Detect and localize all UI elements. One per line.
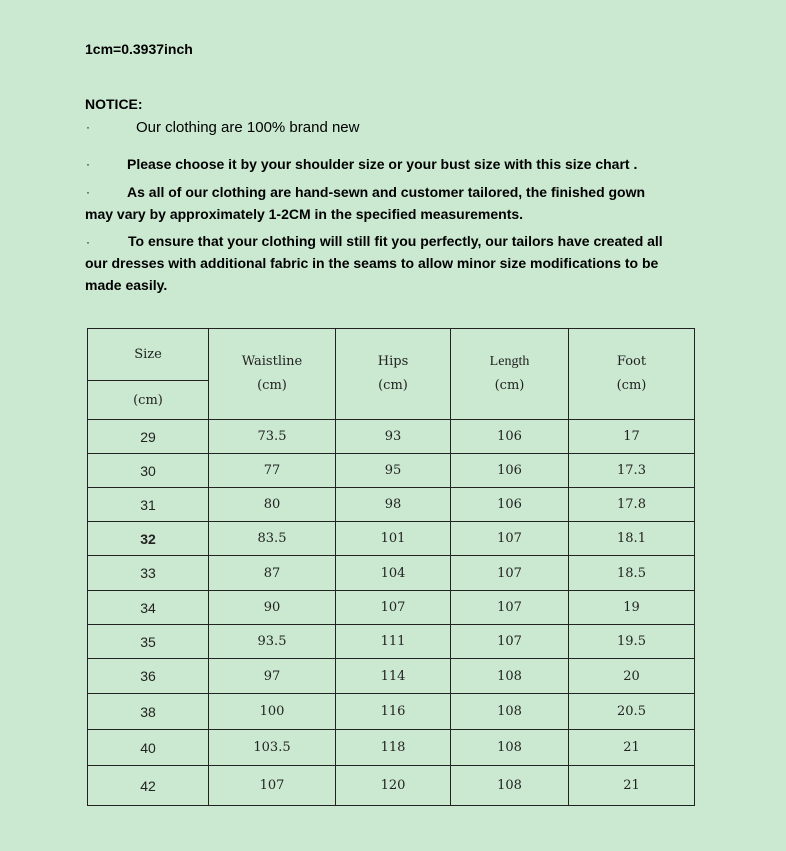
table-cell: 111 [336,625,451,659]
table-cell: 106 [451,454,569,488]
table-cell: 120 [336,766,451,806]
table-cell: 107 [336,591,451,625]
table-cell: 90 [209,591,336,625]
table-cell: 38 [88,694,209,730]
table-cell: 21 [569,766,695,806]
bullet-4: · [86,235,90,249]
table-row [88,420,695,454]
table-cell: 83.5 [209,522,336,556]
table-cell: 93.5 [209,625,336,659]
table-cell: 97 [209,659,336,694]
table-cell: 108 [451,730,569,766]
table-cell: 87 [209,556,336,591]
header-foot: Foot (cm) [569,329,695,420]
table-cell: 77 [209,454,336,488]
table-cell: 108 [451,659,569,694]
table-cell: 73.5 [209,420,336,454]
table-cell: 108 [451,694,569,730]
table-cell: 107 [451,625,569,659]
table-cell: 106 [451,420,569,454]
table-cell: 80 [209,488,336,522]
table-cell: 42 [88,766,209,806]
table-row [88,730,695,766]
table-cell: 95 [336,454,451,488]
table-row [88,766,695,806]
table-cell: 18.1 [569,522,695,556]
notice-line-4c: made easily. [85,277,168,293]
bullet-3: · [86,185,90,199]
table-cell: 116 [336,694,451,730]
table-cell: 17 [569,420,695,454]
table-cell: 100 [209,694,336,730]
table-cell: 93 [336,420,451,454]
table-row [88,556,695,591]
table-row [88,625,695,659]
table-cell: 18.5 [569,556,695,591]
table-cell: 20.5 [569,694,695,730]
notice-line-3a: As all of our clothing are hand-sewn and customer tailored, the finished gown [127,184,646,200]
notice-line-4b: our dresses with additional fabric in the seams to allow minor size modifications to be [85,255,659,271]
table-row [88,522,695,556]
table-cell: 31 [88,488,209,522]
conversion-note: 1cm=0.3937inch [85,41,193,57]
header-size-label: Size [88,329,209,381]
table-row [88,488,695,522]
notice-line-4a: To ensure that your clothing will still fit you perfectly, our tailors have created all [128,233,663,249]
table-cell: 107 [451,556,569,591]
table-cell: 21 [569,730,695,766]
notice-line-2: Please choose it by your shoulder size or your bust size with this size chart . [127,156,638,172]
notice-line-3b: may vary by approximately 1-2CM in the specified measurements. [85,206,524,222]
table-row [88,454,695,488]
table-cell: 30 [88,454,209,488]
table-cell: 29 [88,420,209,454]
table-cell: 35 [88,625,209,659]
table-cell: 20 [569,659,695,694]
notice-title: NOTICE: [85,96,143,112]
table-cell: 106 [451,488,569,522]
table-cell: 32 [88,522,209,556]
table-cell: 40 [88,730,209,766]
header-length: Length (cm) [451,329,569,420]
table-row [88,591,695,625]
table-cell: 107 [209,766,336,806]
table-row [88,659,695,694]
table-cell: 17.3 [569,454,695,488]
table-cell: 104 [336,556,451,591]
table-cell: 101 [336,522,451,556]
table-cell: 34 [88,591,209,625]
header-waistline: Waistline (cm) [209,329,336,420]
table-cell: 103.5 [209,730,336,766]
table-cell: 33 [88,556,209,591]
size-chart-table [87,328,695,806]
header-hips: Hips (cm) [336,329,451,420]
header-row [88,329,695,381]
header-size-unit: (cm) [88,381,209,420]
table-cell: 107 [451,522,569,556]
table-cell: 108 [451,766,569,806]
table-cell: 36 [88,659,209,694]
table-cell: 19.5 [569,625,695,659]
table-row [88,694,695,730]
bullet-1: · [86,120,90,134]
bullet-2: · [86,157,90,171]
notice-line-1: Our clothing are 100% brand new [136,119,360,136]
table-cell: 114 [336,659,451,694]
table-cell: 98 [336,488,451,522]
table-cell: 19 [569,591,695,625]
table-cell: 107 [451,591,569,625]
table-cell: 118 [336,730,451,766]
table-cell: 17.8 [569,488,695,522]
